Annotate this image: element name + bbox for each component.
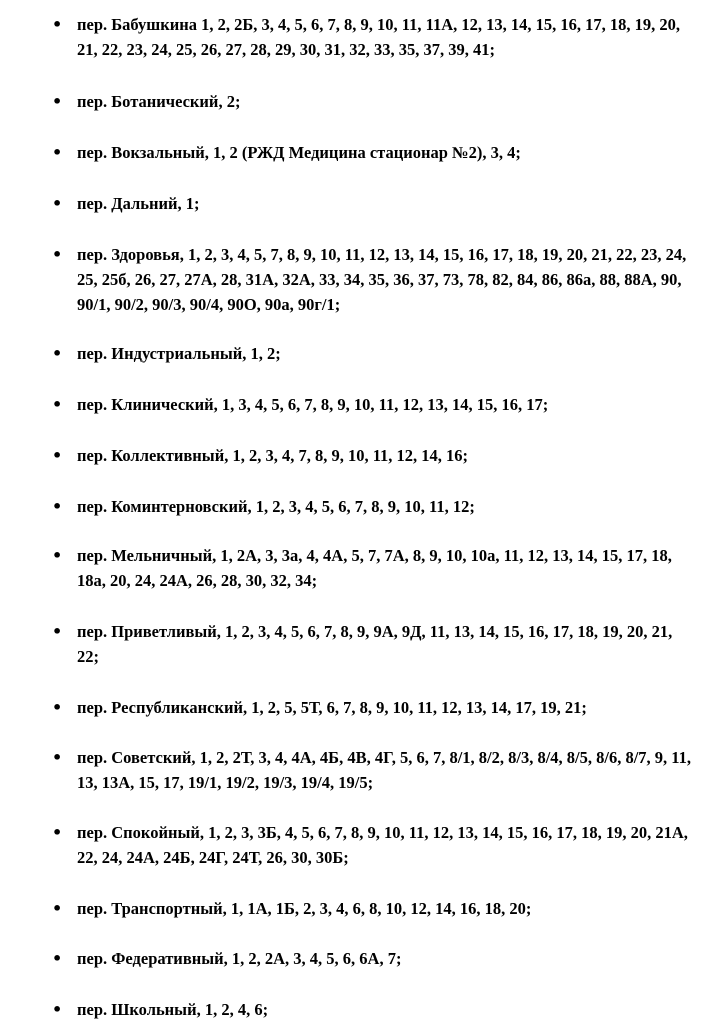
list-item-text: пер. Здоровья, 1, 2, 3, 4, 5, 7, 8, 9, 10, 11, 12, 13, 14, 15, 16, 17, 18, 19, 20, 21, 22, 23, 24, 25, 25б, 26, 27, 27А, 28, 31А, 32А, 33, 34, 35, 36, 37, 73, 78, 82, 84, 86, 86а, 88, 88А, 90, 90/1, 90/2, 90/3, 90/4, 90О, 90а, 90г/1; [77,245,687,314]
bullet-icon: • [52,698,63,717]
bullet-icon: • [52,92,63,111]
list-item-text: пер. Бабушкина 1, 2, 2Б, 3, 4, 5, 6, 7, 8, 9, 10, 11, 11А, 12, 13, 14, 15, 16, 17, 18, 19, 20, 21, 22, 23, 24, 25, 26, 27, 28, 29, 30, 31, 32, 33, 35, 37, 39, 41; [77,15,680,59]
bullet-icon: • [52,446,63,465]
list-item-text: пер. Республиканский, 1, 2, 5, 5Т, 6, 7, 8, 9, 10, 11, 12, 13, 14, 17, 19, 21; [77,698,587,717]
list-item-text: пер. Коллективный, 1, 2, 3, 4, 7, 8, 9, 10, 11, 12, 14, 16; [77,446,469,465]
list-item-text: пер. Советский, 1, 2, 2Т, 3, 4, 4А, 4Б, 4В, 4Г, 5, 6, 7, 8/1, 8/2, 8/3, 8/4, 8/5, 8/6, 8/7, 9, 11, 13, 13А, 15, 17, 19/1, 19/2, 19/3, 19/4, 19/5; [77,748,692,792]
bullet-icon: • [52,194,63,213]
bullet-icon: • [52,497,63,516]
list-item-text: пер. Клинический, 1, 3, 4, 5, 6, 7, 8, 9, 10, 11, 12, 13, 14, 15, 16, 17; [77,395,549,414]
list-item-text: пер. Спокойный, 1, 2, 3, 3Б, 4, 5, 6, 7, 8, 9, 10, 11, 12, 13, 14, 15, 16, 17, 18, 19, 20, 21А, 22, 24, 24А, 24Б, 24Г, 24Т, 26, 30, 30Б; [77,823,688,867]
bullet-icon: • [52,15,63,34]
bullet-icon: • [52,899,63,918]
bullet-icon: • [52,546,63,565]
bullet-icon: • [52,395,63,414]
bullet-icon: • [52,1000,63,1019]
list-item-text: пер. Федеративный, 1, 2, 2А, 3, 4, 5, 6, 6А, 7; [77,949,402,968]
bullet-icon: • [52,143,63,162]
list-item-text: пер. Школьный, 1, 2, 4, 6; [77,1000,269,1019]
list-item-text: пер. Индустриальный, 1, 2; [77,344,281,363]
bullet-icon: • [52,245,63,264]
list-item-text: пер. Вокзальный, 1, 2 (РЖД Медицина стационар №2), 3, 4; [77,143,521,162]
bullet-icon: • [52,748,63,767]
bullet-icon: • [52,949,63,968]
list-item-text: пер. Коминтерновский, 1, 2, 3, 4, 5, 6, 7, 8, 9, 10, 11, 12; [77,497,475,516]
bullet-icon: • [52,823,63,842]
list-item-text: пер. Мельничный, 1, 2А, 3, 3а, 4, 4А, 5, 7, 7А, 8, 9, 10, 10а, 11, 12, 13, 14, 15, 17, 18, 18а, 20, 24, 24А, 26, 28, 30, 32, 34; [77,546,672,590]
list-item-text: пер. Дальний, 1; [77,194,200,213]
list-item-text: пер. Приветливый, 1, 2, 3, 4, 5, 6, 7, 8, 9, 9А, 9Д, 11, 13, 14, 15, 16, 17, 18, 19, 20, 21, 22; [77,622,673,666]
list-item-text: пер. Транспортный, 1, 1А, 1Б, 2, 3, 4, 6, 8, 10, 12, 14, 16, 18, 20; [77,899,532,918]
bullet-icon: • [52,344,63,363]
list-item-text: пер. Ботанический, 2; [77,92,241,111]
bullet-icon: • [52,622,63,641]
